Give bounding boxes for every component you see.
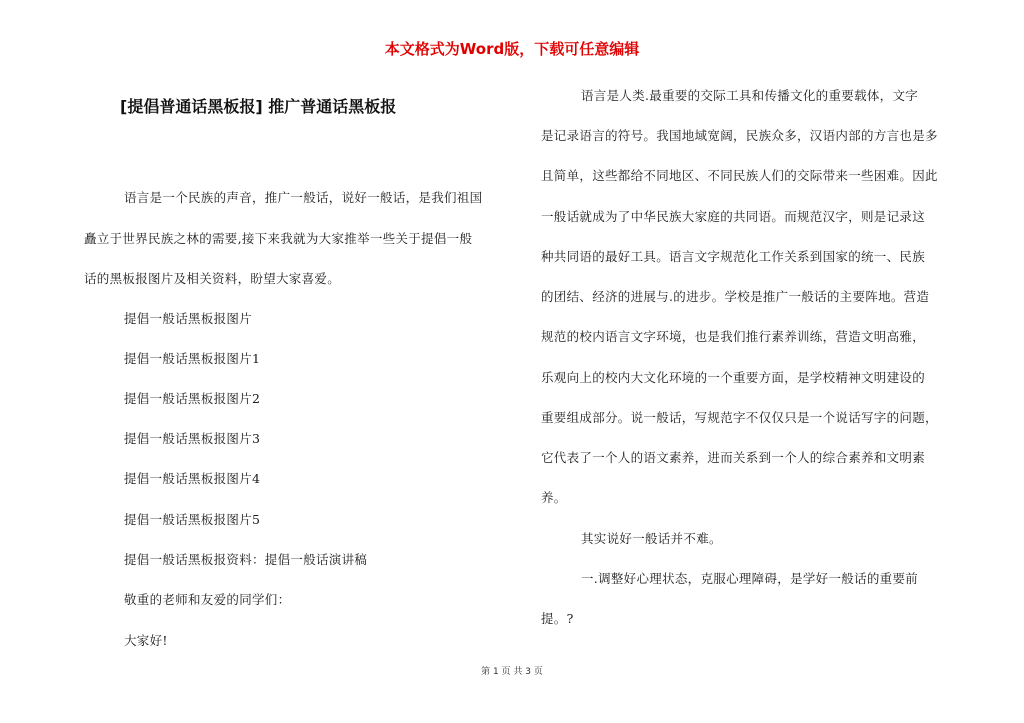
left-line: 提倡一般话黑板报图片5 [124, 512, 261, 527]
right-line: 重要组成部分。说一般话，写规范字不仅仅只是一个说话写字的问题， [541, 410, 938, 425]
left-line: 提倡一般话黑板报图片4 [124, 471, 261, 486]
left-line: 提倡一般话黑板报图片3 [124, 431, 261, 446]
left-line: 矗立于世界民族之林的需要,接下来我就为大家推举一些关于提倡一般 [84, 231, 473, 246]
left-line: 提倡一般话黑板报图片 [124, 311, 253, 326]
right-line: 且简单，这些都给不同地区、不同民族人们的交际带来一些困难。因此 [541, 168, 938, 183]
right-line: 规范的校内语言文字环境，也是我们推行素养训练，营造文明高雅， [541, 329, 926, 344]
page-title: [提倡普通话黑板报] 推广普通话黑板报 [120, 97, 397, 116]
left-line: 话的黑板报图片及相关资料，盼望大家喜爱。 [84, 271, 341, 286]
right-line: 的团结、经济的进展与.的进步。学校是推广一般话的主要阵地。营造 [541, 289, 930, 304]
left-line: 大家好! [124, 633, 168, 648]
right-line: 语言是人类.最重要的交际工具和传播文化的重要载体，文字 [581, 88, 919, 103]
left-line: 提倡一般话黑板报图片1 [124, 351, 261, 366]
header-banner: 本文格式为Word版，下载可任意编辑 [384, 40, 640, 58]
left-line: 提倡一般话黑板报资料：提倡一般话演讲稿 [124, 552, 368, 567]
right-line: 养。 [541, 490, 567, 505]
right-line: 它代表了一个人的语文素养，进而关系到一个人的综合素养和文明素 [541, 450, 926, 465]
right-line: 一.调整好心理状态，克服心理障碍，是学好一般话的重要前 [581, 571, 919, 586]
left-line: 敬重的老师和友爱的同学们： [124, 592, 291, 607]
right-line: 种共同语的最好工具。语言文字规范化工作关系到国家的统一、民族 [541, 249, 926, 264]
page-footer: 第 1 页 共 3 页 [481, 667, 543, 677]
right-line: 其实说好一般话并不难。 [581, 531, 722, 546]
right-line: 一般话就成为了中华民族大家庭的共同语。而规范汉字，则是记录这 [541, 209, 926, 224]
left-line: 语言是一个民族的声音，推广一般话，说好一般话，是我们祖国 [124, 190, 483, 205]
right-line: 乐观向上的校内大文化环境的一个重要方面，是学校精神文明建设的 [541, 370, 926, 385]
right-line: 提。? [541, 611, 574, 626]
left-line: 提倡一般话黑板报图片2 [124, 391, 261, 406]
right-line: 是记录语言的符号。我国地域宽阔，民族众多，汉语内部的方言也是多 [541, 128, 938, 143]
